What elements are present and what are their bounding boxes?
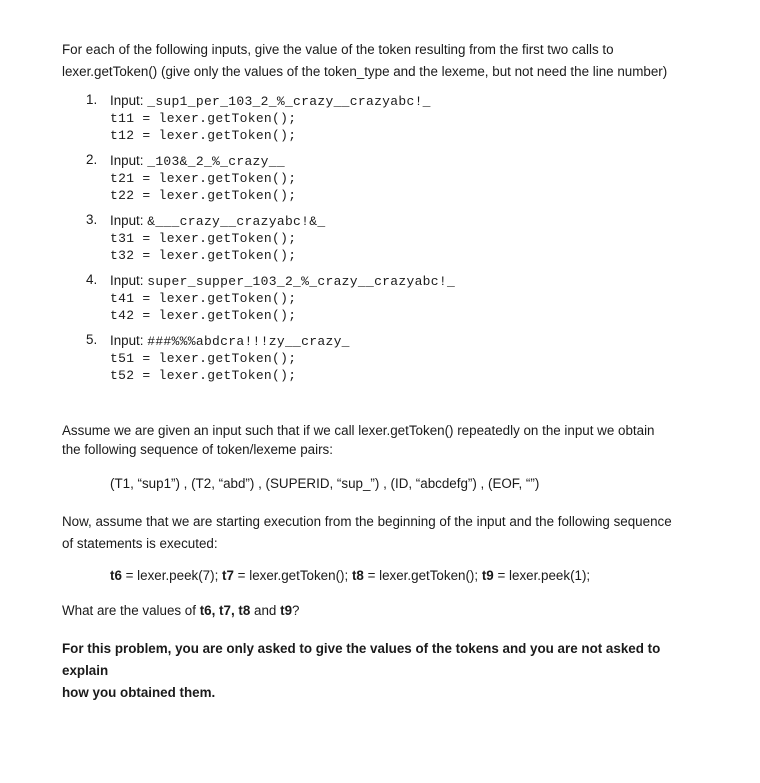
- call-line: t31 = lexer.getToken();: [110, 231, 297, 246]
- final-line-2: how you obtained them.: [62, 685, 216, 700]
- stmt-text: = lexer.getToken();: [363, 568, 482, 583]
- call-line: t41 = lexer.getToken();: [110, 291, 297, 306]
- intro-line-2: lexer.getToken() (give only the values of the token_type and the lexeme, but not need the line number): [62, 64, 668, 79]
- input-label: Input:: [110, 333, 148, 348]
- question-vars: t6, t7, t8: [199, 603, 251, 618]
- item-number: 2.: [86, 152, 98, 167]
- question-last: t9: [280, 603, 293, 618]
- call-line: t32 = lexer.getToken();: [110, 248, 297, 263]
- call-line: t21 = lexer.getToken();: [110, 171, 297, 186]
- question-suffix: ?: [292, 603, 300, 618]
- call-line: t22 = lexer.getToken();: [110, 188, 297, 203]
- call-line: t42 = lexer.getToken();: [110, 308, 297, 323]
- list-item: [86, 272, 455, 324]
- call-line: t12 = lexer.getToken();: [110, 128, 297, 143]
- item-number: 4.: [86, 272, 98, 287]
- execution-line-1: Now, assume that we are starting execution from the beginning of the input and the following sequence: [62, 514, 672, 529]
- statement-sequence: [110, 568, 590, 583]
- final-note: [62, 638, 702, 704]
- item-number: 3.: [86, 212, 98, 227]
- input-value: ###%%%abdcra!!!zy__crazy_: [147, 334, 350, 349]
- token-pairs: (T1, “sup1”) , (T2, “abd”) , (SUPERID, “sup_”) , (ID, “abcdefg”) , (EOF, “”): [110, 476, 540, 491]
- call-line: t51 = lexer.getToken();: [110, 351, 297, 366]
- list-item: [86, 332, 455, 384]
- assumption-line-2: the following sequence of token/lexeme pairs:: [62, 442, 333, 457]
- input-label: Input:: [110, 213, 148, 228]
- item-number: 5.: [86, 332, 98, 347]
- input-value: _sup1_per_103_2_%_crazy__crazyabc!_: [147, 94, 431, 109]
- item-number: 1.: [86, 92, 98, 107]
- execution-line-2: of statements is executed:: [62, 536, 218, 551]
- input-value: _103&_2_%_crazy__: [147, 154, 285, 169]
- assumption-line-1: Assume we are given an input such that if we call lexer.getToken() repeatedly on the input we obtain: [62, 423, 655, 438]
- stmt-var: t7: [222, 568, 234, 583]
- stmt-text: = lexer.peek(7);: [121, 568, 223, 583]
- input-label: Input:: [110, 273, 148, 288]
- input-label: Input:: [110, 153, 148, 168]
- list-item: [86, 92, 455, 144]
- call-line: t52 = lexer.getToken();: [110, 368, 297, 383]
- stmt-var: t8: [351, 568, 364, 583]
- assumption-paragraph: [62, 421, 702, 459]
- input-value: &___crazy__crazyabc!&_: [147, 214, 326, 229]
- intro-paragraph: [62, 39, 702, 83]
- stmt-var: t6: [110, 568, 122, 583]
- input-list: [86, 92, 455, 389]
- call-line: t11 = lexer.getToken();: [110, 111, 297, 126]
- stmt-text: = lexer.peek(1);: [493, 568, 591, 583]
- intro-line-1: For each of the following inputs, give the value of the token resulting from the first two calls to: [62, 42, 614, 57]
- input-label: Input:: [110, 93, 148, 108]
- stmt-text: = lexer.getToken();: [233, 568, 352, 583]
- question-mid: and: [250, 603, 281, 618]
- stmt-var: t9: [481, 568, 494, 583]
- execution-paragraph: [62, 511, 702, 555]
- question-line: [62, 603, 299, 618]
- question-prefix: What are the values of: [62, 603, 200, 618]
- input-value: super_supper_103_2_%_crazy__crazyabc!_: [147, 274, 456, 289]
- list-item: [86, 212, 455, 264]
- final-line-1: For this problem, you are only asked to give the values of the tokens and you are not asked to explain: [62, 641, 661, 678]
- list-item: [86, 152, 455, 204]
